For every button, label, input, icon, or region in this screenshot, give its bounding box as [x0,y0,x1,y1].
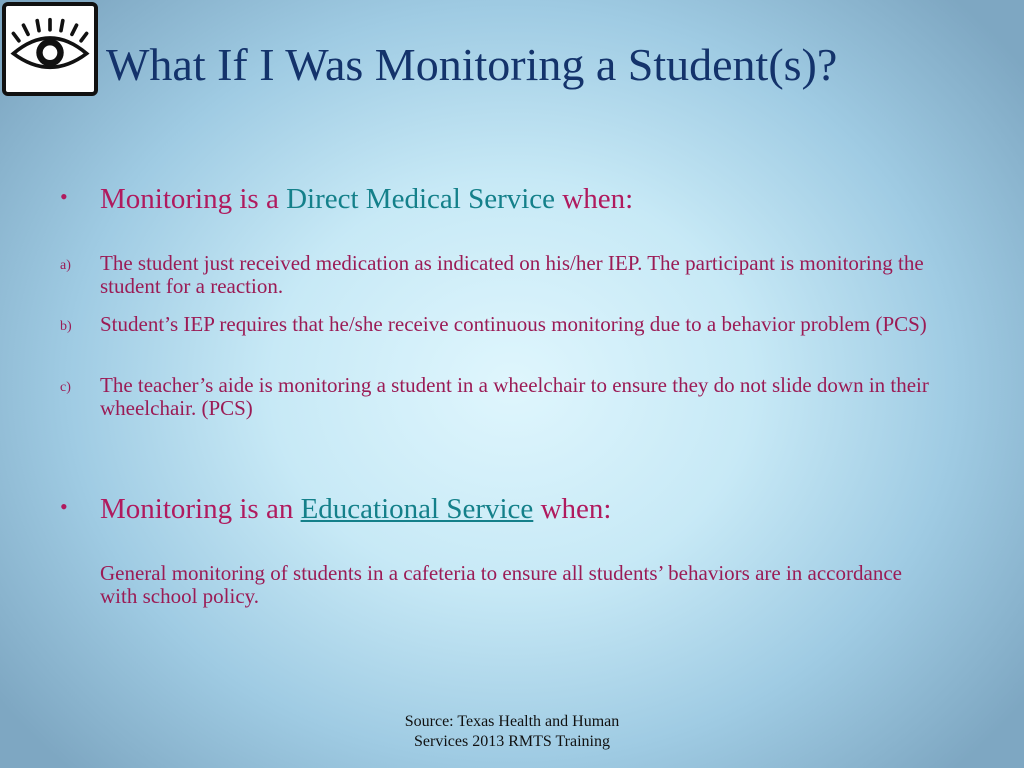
educational-service-link[interactable]: Educational Service [300,493,534,525]
heading-lead: Monitoring is an [100,493,301,525]
bullet-dot: • [60,494,68,519]
list-marker: b) [60,319,72,334]
list-marker: c) [60,380,71,395]
heading-lead: Monitoring is a [100,183,287,215]
slide-title: What If I Was Monitoring a Student(s)? [106,39,838,90]
list-item [60,313,940,336]
bullet-dot: • [60,184,68,209]
list-item [60,374,940,420]
list-item-text: Student’s IEP requires that he/she receive continuous monitoring due to a behavior problem (PCS) [100,312,927,336]
source-line-2: Services 2013 RMTS Training [413,733,610,750]
heading-tail: when: [533,493,612,525]
direct-medical-service-term: Direct Medical Service [286,183,556,215]
source-line-1: Source: Texas Health and Human [404,713,620,730]
list-item-text: The student just received medication as indicated on his/her IEP. The participant is monitoring the student for a reaction. [100,251,924,298]
section-educational-heading [60,494,611,526]
educational-service-description: General monitoring of students in a cafeteria to ensure all students’ behaviors are in accordance with school policy. [100,561,902,608]
list-marker: a) [60,258,71,273]
heading-tail: when: [555,183,634,215]
eye-icon [6,6,94,92]
list-item-text: The teacher’s aide is monitoring a student in a wheelchair to ensure they do not slide down in their wheelchair. (PCS) [100,373,929,420]
eye-logo-box [2,2,98,96]
list-item [60,252,940,298]
source-citation [352,712,672,752]
section-medical-heading [60,184,633,216]
